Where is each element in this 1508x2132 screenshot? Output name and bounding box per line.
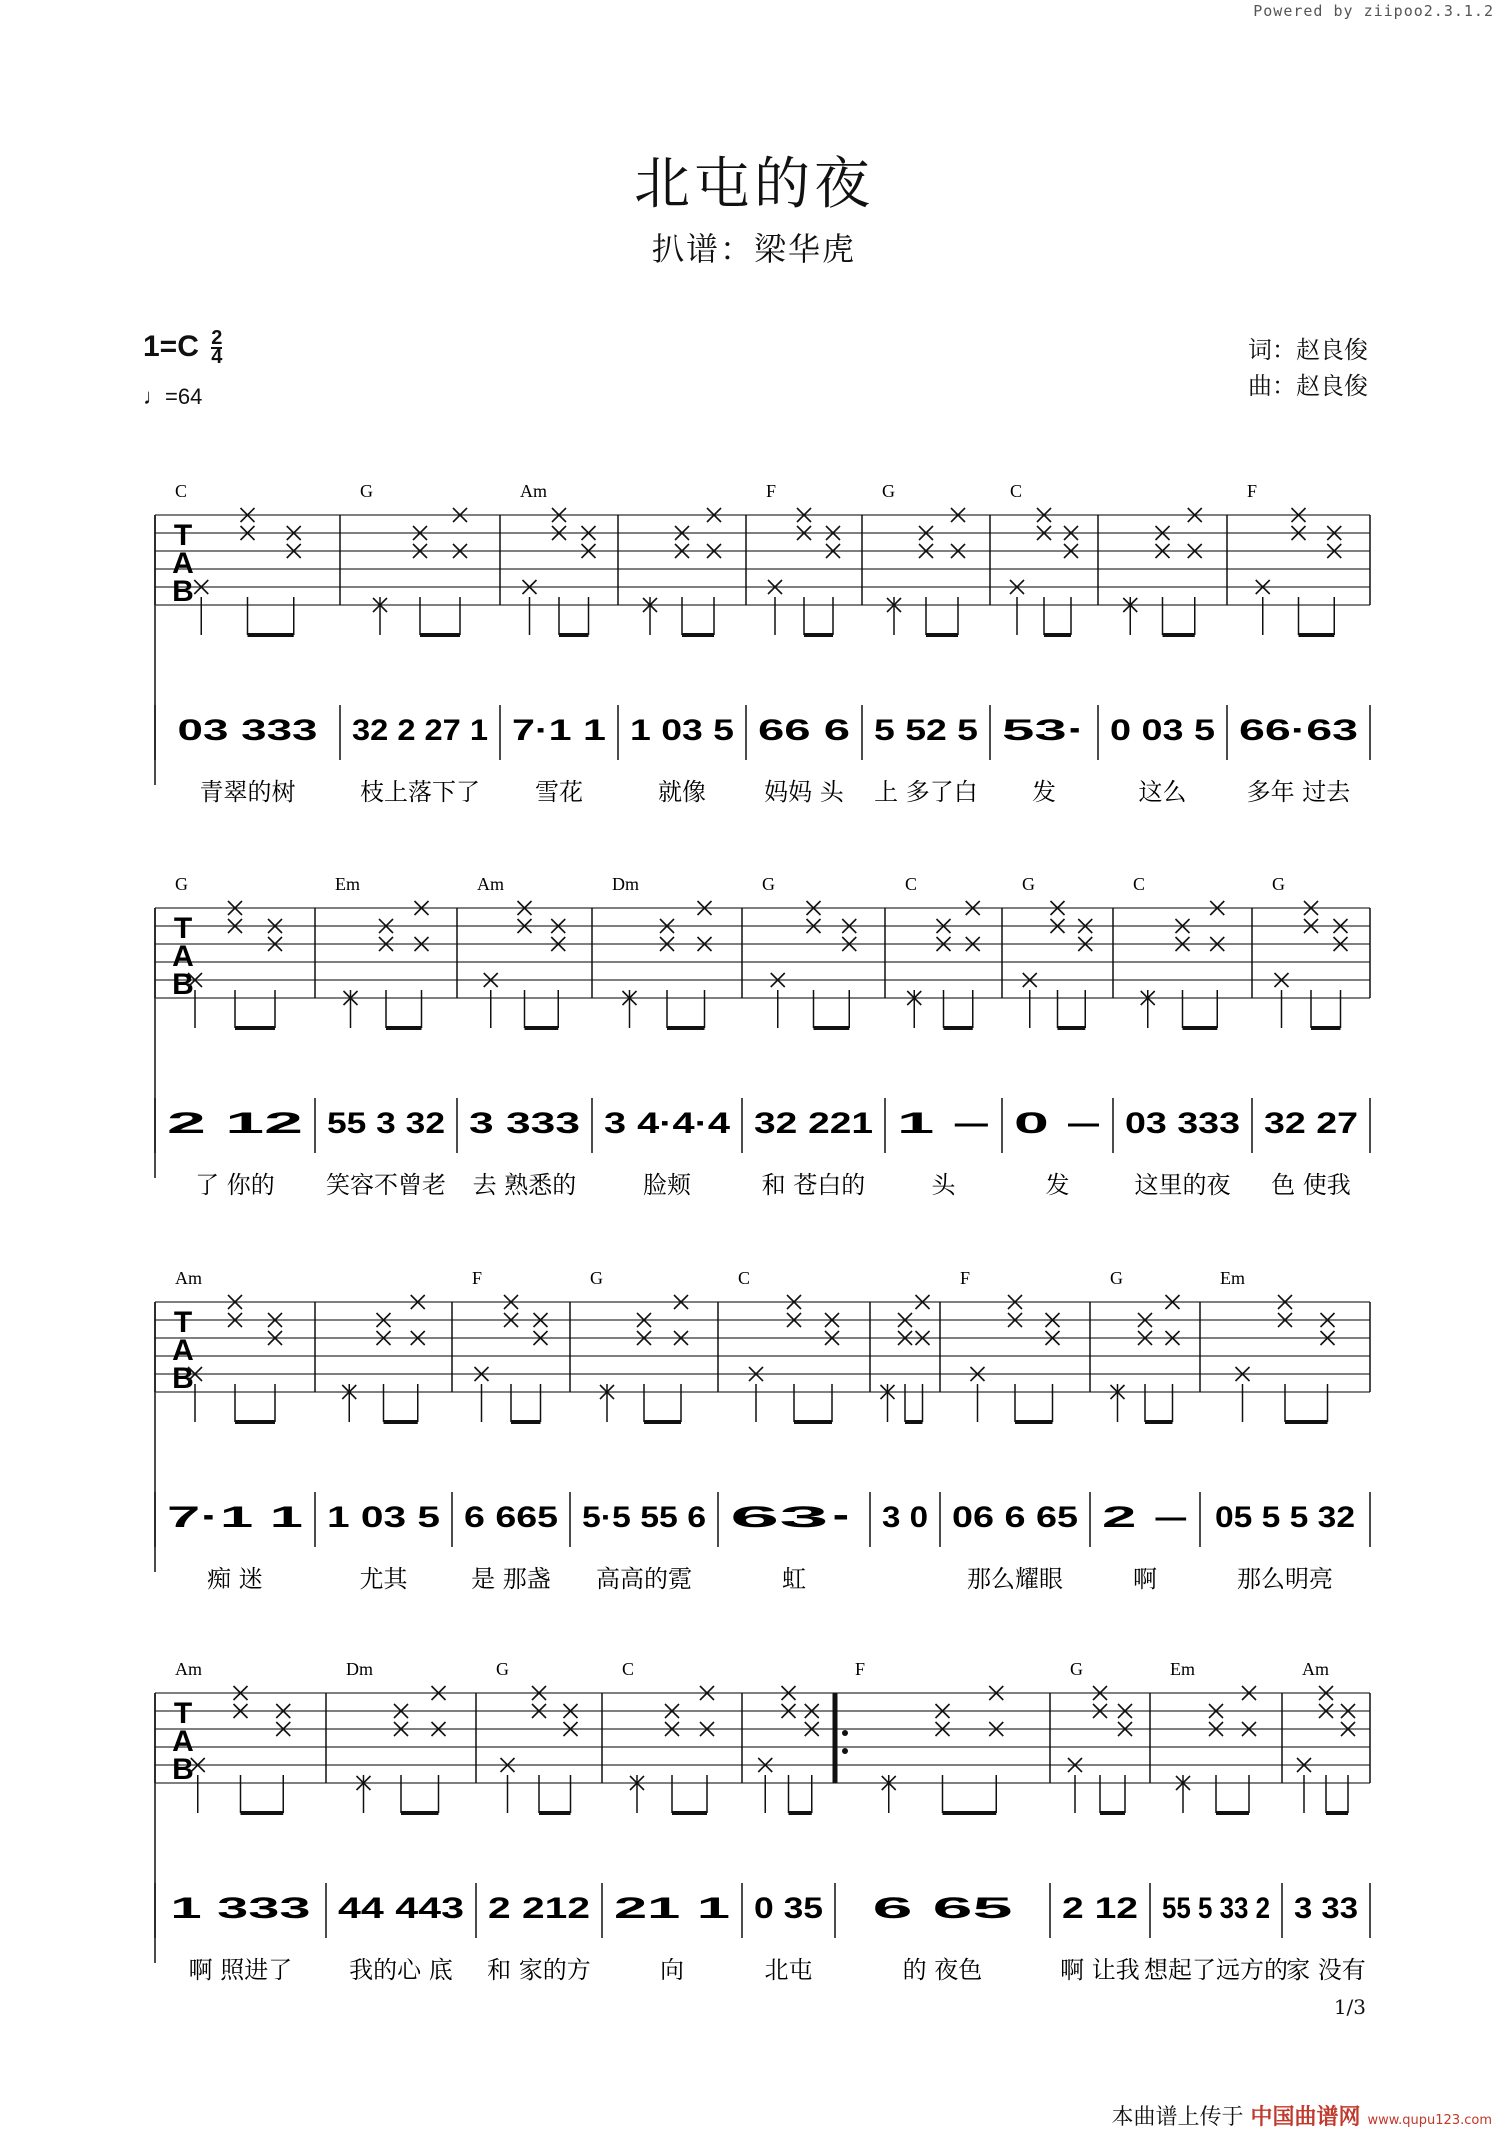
jianpu-notation: 0 35 bbox=[754, 1892, 823, 1925]
chord-symbol: G bbox=[1070, 1659, 1083, 1679]
footer-brand: 中国曲谱网 bbox=[1250, 2105, 1361, 2130]
chord-symbol: F bbox=[855, 1659, 866, 1679]
jianpu-notation: 03 333 bbox=[1125, 1107, 1240, 1140]
jianpu-notation: 1 03 5 bbox=[630, 714, 734, 747]
tab-clef-letter: T bbox=[173, 912, 193, 945]
repeat-dot bbox=[842, 1748, 848, 1754]
lyric-text: 的 夜色 bbox=[902, 1956, 983, 1984]
lyric-text: 和 苍白的 bbox=[761, 1171, 866, 1199]
lyric-text: 和 家的方 bbox=[487, 1956, 591, 1984]
lyric-text: 北屯 bbox=[764, 1956, 813, 1984]
lyric-text: 多年 过去 bbox=[1246, 778, 1351, 806]
lyric-text: 妈妈 头 bbox=[764, 778, 844, 806]
chord-symbol: Em bbox=[1220, 1268, 1245, 1288]
chord-symbol: Am bbox=[175, 1659, 202, 1679]
lyric-text: 青翠的树 bbox=[199, 778, 296, 806]
quarter-note-icon: ♩ bbox=[143, 384, 165, 409]
lyric-text: 脸颊 bbox=[643, 1171, 691, 1199]
lyricist-credit: 词：赵良俊 bbox=[1248, 336, 1368, 364]
chord-symbol: Dm bbox=[612, 874, 639, 894]
chord-symbol: G bbox=[882, 481, 895, 501]
tab-clef-letter: A bbox=[172, 1334, 194, 1367]
lyric-text: 就像 bbox=[658, 778, 706, 806]
jianpu-notation: 32 27 bbox=[1264, 1107, 1358, 1140]
lyric-text: 尤其 bbox=[359, 1565, 408, 1593]
jianpu-notation: 32 2 27 1 bbox=[352, 714, 488, 747]
chord-symbol: G bbox=[175, 874, 188, 894]
chord-symbol: G bbox=[1022, 874, 1035, 894]
lyric-text: 色 使我 bbox=[1271, 1171, 1351, 1199]
tab-clef-letter: B bbox=[172, 1753, 194, 1786]
lyric-text: 发 bbox=[1032, 778, 1056, 806]
tab-clef-letter: B bbox=[172, 968, 194, 1001]
lyric-text: 啊 让我 bbox=[1060, 1956, 1140, 1984]
lyric-text: 发 bbox=[1045, 1171, 1070, 1199]
jianpu-notation: 3 333 bbox=[469, 1107, 580, 1140]
chord-symbol: G bbox=[360, 481, 373, 501]
lyric-text: 我的心 底 bbox=[349, 1956, 453, 1984]
chord-symbol: G bbox=[1272, 874, 1285, 894]
tab-clef-letter: A bbox=[172, 547, 194, 580]
transcriber-credit: 扒谱：梁华虎 bbox=[651, 230, 856, 268]
upload-footer bbox=[1111, 2100, 1492, 2131]
jianpu-notation: 1 – bbox=[897, 1107, 990, 1140]
chord-symbol: C bbox=[1010, 481, 1023, 501]
lyric-text: 痴 迷 bbox=[207, 1565, 263, 1593]
jianpu-notation: 21 1 bbox=[614, 1892, 730, 1925]
key-text: 1=C bbox=[143, 330, 199, 363]
jianpu-notation: 05 5 5 32 bbox=[1215, 1501, 1355, 1534]
composer-credit: 曲：赵良俊 bbox=[1248, 372, 1368, 400]
lyric-text: 了 你的 bbox=[195, 1171, 275, 1199]
chord-symbol: G bbox=[1110, 1268, 1123, 1288]
jianpu-notation: 6 665 bbox=[464, 1501, 558, 1534]
lyric-text: 那么明亮 bbox=[1237, 1565, 1333, 1593]
lyric-text: 高高的霓 bbox=[596, 1565, 692, 1593]
jianpu-notation: 3 4·4·4 bbox=[604, 1107, 731, 1140]
jianpu-notation: 2 212 bbox=[488, 1892, 590, 1925]
jianpu-notation: 6 65 bbox=[872, 1892, 1013, 1925]
lyric-text: 这里的夜 bbox=[1134, 1171, 1231, 1199]
jianpu-notation: 3 0 bbox=[882, 1501, 928, 1534]
tab-clef-letter: T bbox=[173, 1697, 193, 1730]
chord-symbol: F bbox=[1247, 481, 1258, 501]
song-title: 北屯的夜 bbox=[634, 152, 874, 217]
time-sig-numerator: 2 bbox=[211, 327, 223, 350]
footer-url: www.qupu123.com bbox=[1367, 2113, 1492, 2128]
chord-symbol: G bbox=[590, 1268, 603, 1288]
jianpu-notation: 55 5 33 2 bbox=[1162, 1892, 1270, 1925]
lyric-text: 枝上落下了 bbox=[360, 778, 480, 806]
chord-symbol: C bbox=[175, 481, 188, 501]
chord-symbol: C bbox=[1133, 874, 1146, 894]
jianpu-notation: 2 12 bbox=[1062, 1892, 1138, 1925]
chord-symbol: Dm bbox=[346, 1659, 373, 1679]
jianpu-notation: 0 03 5 bbox=[1110, 714, 1215, 747]
lyric-text: 上 多了白 bbox=[874, 778, 978, 806]
lyric-text: 笑容不曾老 bbox=[326, 1171, 446, 1199]
chord-symbol: C bbox=[738, 1268, 751, 1288]
lyric-text: 是 那盏 bbox=[471, 1565, 551, 1593]
jianpu-notation: 1 03 5 bbox=[327, 1501, 440, 1534]
jianpu-notation: 66·63 bbox=[1239, 714, 1358, 747]
tab-clef-letter: T bbox=[173, 1306, 193, 1339]
jianpu-notation: 2 – bbox=[1102, 1501, 1188, 1534]
chord-symbol: Am bbox=[1302, 1659, 1329, 1679]
lyric-text: 向 bbox=[660, 1956, 684, 1984]
jianpu-notation: 63· bbox=[730, 1501, 858, 1534]
chord-symbol: Am bbox=[477, 874, 504, 894]
jianpu-notation: 06 6 65 bbox=[952, 1501, 1078, 1534]
page-number: 1/3 bbox=[1333, 1995, 1366, 2019]
lyric-text: 这么 bbox=[1138, 778, 1187, 806]
chord-symbol: Em bbox=[1170, 1659, 1195, 1679]
powered-by-text: Powered by ziipoo2.3.1.2 bbox=[1253, 2, 1494, 20]
tab-clef-letter: T bbox=[173, 519, 193, 552]
lyric-text: 雪花 bbox=[535, 778, 583, 806]
jianpu-notation: 5·5 55 6 bbox=[582, 1501, 706, 1534]
repeat-dot bbox=[842, 1730, 848, 1736]
chord-symbol: F bbox=[472, 1268, 483, 1288]
tab-clef-letter: A bbox=[172, 1725, 194, 1758]
chord-symbol: Em bbox=[335, 874, 360, 894]
tab-clef-letter: B bbox=[172, 1362, 194, 1395]
jianpu-notation: 3 33 bbox=[1294, 1892, 1358, 1925]
time-sig-denominator: 4 bbox=[211, 346, 223, 369]
jianpu-notation: 2 12 bbox=[167, 1107, 303, 1140]
jianpu-notation: 32 221 bbox=[754, 1107, 873, 1140]
chord-symbol: Am bbox=[520, 481, 547, 501]
jianpu-notation: 44 443 bbox=[338, 1892, 464, 1925]
jianpu-notation: 7·1 1 bbox=[512, 714, 606, 747]
chord-symbol: C bbox=[905, 874, 918, 894]
jianpu-notation: 1 333 bbox=[170, 1892, 311, 1925]
chord-symbol: F bbox=[766, 481, 777, 501]
jianpu-notation: 7·1 1 bbox=[167, 1501, 303, 1534]
chord-symbol: Am bbox=[175, 1268, 202, 1288]
chord-symbol: G bbox=[762, 874, 775, 894]
lyric-text: 啊 bbox=[1133, 1565, 1157, 1593]
chord-symbol: F bbox=[960, 1268, 971, 1288]
jianpu-notation: 66 6 bbox=[758, 714, 850, 747]
chord-symbol: C bbox=[622, 1659, 635, 1679]
lyric-text: 头 bbox=[931, 1171, 956, 1199]
lyric-text: 想起了远方的 bbox=[1144, 1956, 1288, 1984]
tab-clef-letter: B bbox=[172, 575, 194, 608]
chord-symbol: G bbox=[496, 1659, 509, 1679]
jianpu-notation: 5 52 5 bbox=[874, 714, 978, 747]
jianpu-notation: 53· bbox=[1002, 714, 1086, 747]
lyric-text: 去 熟悉的 bbox=[472, 1171, 577, 1199]
lyric-text: 虹 bbox=[782, 1565, 806, 1593]
tab-clef-letter: A bbox=[172, 940, 194, 973]
footer-prefix: 本曲谱上传于 bbox=[1111, 2105, 1244, 2130]
jianpu-notation: 55 3 32 bbox=[327, 1107, 445, 1140]
lyric-text: 家 没有 bbox=[1286, 1956, 1366, 1984]
jianpu-notation: 0 – bbox=[1014, 1107, 1101, 1140]
lyric-text: 啊 照进了 bbox=[188, 1956, 293, 1984]
tempo-value: =64 bbox=[165, 384, 203, 409]
lyric-text: 那么耀眼 bbox=[967, 1565, 1063, 1593]
jianpu-notation: 03 333 bbox=[177, 714, 318, 747]
